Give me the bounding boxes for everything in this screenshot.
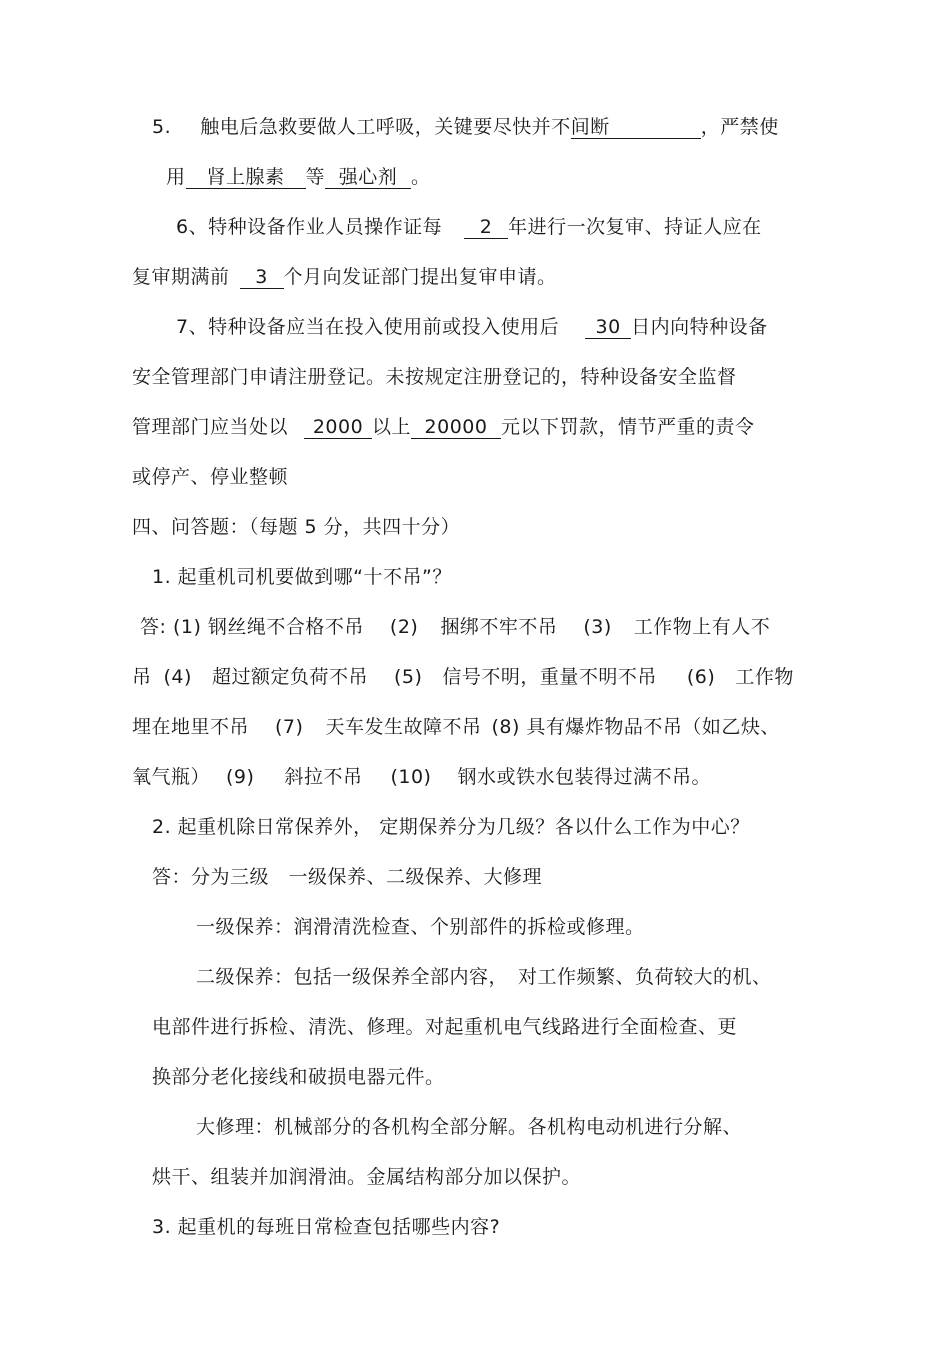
q7-line-1 bbox=[176, 314, 768, 340]
q6-line-2 bbox=[132, 264, 557, 290]
q5-text-d: 等 bbox=[305, 166, 326, 188]
q7-line-3 bbox=[132, 414, 755, 440]
q5-text-a: 触电后急救要做人工呼吸，关键要尽快并不 bbox=[200, 116, 571, 138]
qa1-l4-e: 钢水或铁水包装得过满不吊。 bbox=[457, 766, 711, 788]
qa1-l3-c: 天车发生故障不吊 bbox=[325, 716, 482, 738]
q7-text-a: 7、特种设备应当在投入使用前或投入使用后 bbox=[176, 316, 560, 338]
qa1-l1-c: 捆绑不牢不吊 bbox=[440, 616, 558, 638]
qa1-l1-b: (2) bbox=[389, 616, 419, 638]
qa1-l3-d: (8) 具有爆炸物品不吊（如乙炔、 bbox=[491, 716, 780, 738]
qa1-l4-c: 斜拉不吊 bbox=[284, 766, 363, 788]
q5-blank-1: 间断 bbox=[571, 116, 701, 139]
qa2-question: 2. 起重机除日常保养外， 定期保养分为几级？各以什么工作为中心？ bbox=[152, 816, 750, 838]
q6-text-a: 6、特种设备作业人员操作证每 bbox=[176, 216, 443, 238]
q5-text-e: 。 bbox=[411, 166, 431, 188]
qa1-l2-a: 吊 bbox=[132, 666, 152, 688]
qa2-paragraph-3a: 大修理：机械部分的各机构全部分解。各机构电动机进行分解、 bbox=[196, 1116, 743, 1138]
qa1-answer-line-4 bbox=[132, 764, 711, 790]
qa1-l4-a: 氧气瓶） bbox=[132, 766, 211, 788]
qa1-question: 1. 起重机司机要做到哪“十不吊”？ bbox=[152, 566, 452, 588]
qa3-question: 3. 起重机的每班日常检查包括哪些内容? bbox=[152, 1216, 501, 1238]
qa1-l1-e: 工作物上有人不 bbox=[633, 616, 771, 638]
qa1-l2-f: (6) bbox=[686, 666, 716, 688]
qa2-paragraph-1: 一级保养：润滑清洗检查、个别部件的拆检或修理。 bbox=[196, 916, 645, 938]
q5-text-b: ，严禁使 bbox=[700, 116, 779, 138]
qa1-l2-c: 超过额定负荷不吊 bbox=[211, 666, 368, 688]
q6-text-b: 年进行一次复审、持证人应在 bbox=[508, 216, 762, 238]
qa1-l2-e: 信号不明，重量不明不吊 bbox=[442, 666, 657, 688]
q7-blank-3: 20000 bbox=[411, 416, 501, 439]
qa1-answer-line-3 bbox=[132, 714, 780, 740]
qa2-answer: 答：分为三级 一级保养、二级保养、大修理 bbox=[152, 866, 543, 888]
q7-line-4: 或停产、停业整顿 bbox=[132, 466, 289, 488]
qa1-l4-d: (10) bbox=[390, 766, 432, 788]
q6-line-1 bbox=[176, 214, 762, 240]
qa1-l1-d: (3) bbox=[583, 616, 612, 638]
q5-number: 5. bbox=[152, 116, 172, 138]
q7-text-b: 日内向特种设备 bbox=[631, 316, 768, 338]
qa1-answer-line-1 bbox=[140, 614, 770, 640]
q7-blank-2: 2000 bbox=[304, 416, 372, 439]
q5-text-c: 用 bbox=[166, 166, 186, 188]
q7-blank-1: 30 bbox=[585, 316, 631, 339]
qa2-paragraph-2c: 换部分老化接线和破损电器元件。 bbox=[152, 1066, 445, 1088]
section-4-title: 四、问答题：（每题 5 分，共四十分） bbox=[132, 516, 461, 538]
qa1-l2-b: (4) bbox=[163, 666, 192, 688]
q6-blank-1: 2 bbox=[464, 216, 508, 239]
qa1-l4-b: (9) bbox=[226, 766, 255, 788]
qa2-paragraph-2a: 二级保养：包括一级保养全部内容， 对工作频繁、负荷较大的机、 bbox=[196, 966, 772, 988]
qa1-answer-line-2 bbox=[132, 664, 794, 690]
q5-line-2 bbox=[166, 164, 431, 190]
q6-text-c: 复审期满前 bbox=[132, 266, 230, 288]
q5-line-1 bbox=[152, 114, 779, 140]
qa1-l3-a: 埋在地里不吊 bbox=[132, 716, 250, 738]
qa1-l2-d: (5) bbox=[393, 666, 423, 688]
qa1-l1-a: 答: (1) 钢丝绳不合格不吊 bbox=[140, 616, 364, 638]
q6-text-d: 个月向发证部门提出复审申请。 bbox=[283, 266, 557, 288]
qa1-l3-b: (7) bbox=[275, 716, 304, 738]
q5-blank-3: 强心剂 bbox=[325, 166, 411, 189]
q5-blank-2: 肾上腺素 bbox=[186, 166, 306, 189]
qa1-l2-g: 工作物 bbox=[735, 666, 794, 688]
q7-text-e: 以上 bbox=[372, 416, 412, 438]
qa2-paragraph-2b: 电部件进行拆检、清洗、修理。对起重机电气线路进行全面检查、更 bbox=[152, 1016, 738, 1038]
q7-text-f: 元以下罚款，情节严重的责令 bbox=[501, 416, 755, 438]
q6-blank-2: 3 bbox=[240, 266, 284, 289]
qa2-paragraph-3b: 烘干、组装并加润滑油。金属结构部分加以保护。 bbox=[152, 1166, 582, 1188]
q7-line-2: 安全管理部门申请注册登记。未按规定注册登记的，特种设备安全监督 bbox=[132, 366, 737, 388]
q7-text-d: 管理部门应当处以 bbox=[132, 416, 289, 438]
